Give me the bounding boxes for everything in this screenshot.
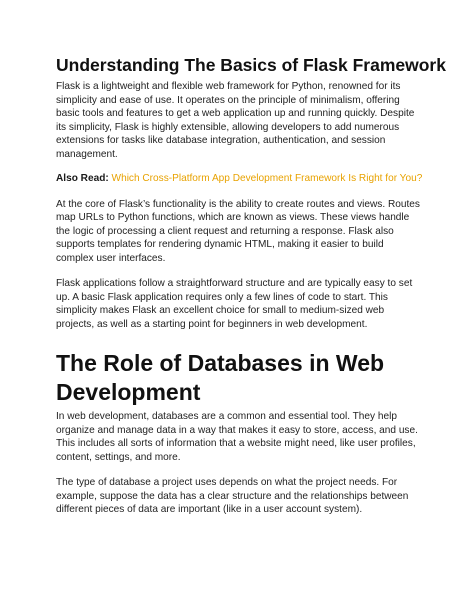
section-heading-databases: The Role of Databases in Web Development bbox=[56, 350, 385, 405]
section-heading-flask-basics: Understanding The Basics of Flask Framework bbox=[56, 55, 446, 75]
paragraph-flask-routes: At the core of Flask’s functionality is the ability to create routes and views. Routes map URLs to Python functions, which are known as views. These views handle the logic of processing a client request and returning a response. Flask also supports templates for rendering dynamic HTML, making it easier to build complex user interfaces. bbox=[56, 198, 420, 264]
paragraph-flask-structure: Flask applications follow a straightforward structure and are typically easy to set up. A basic Flask application requires only a few lines of code to start. This simplicity makes Flask an excellent choice for small to medium-sized web projects, as well as a starting point for beginners in web development. bbox=[56, 278, 413, 330]
also-read-link[interactable]: Which Cross-Platform App Development Framework Is Right for You? bbox=[111, 173, 423, 184]
paragraph-database-type: The type of database a project uses depends on what the project needs. For example, suppose the data has a clear structure and the relationships between different pieces of data are important (like in a user account system). bbox=[56, 477, 409, 515]
also-read-label: Also Read: bbox=[56, 173, 109, 184]
paragraph-flask-intro: Flask is a lightweight and flexible web framework for Python, renowned for its simplicity and ease of use. It operates on the principle of minimalism, offering basic tools and features to get a web application up and running quickly. Despite its simplicity, Flask is highly extensible, allowing developers to add numerous extensions for tasks like database integration, authentication, and session management. bbox=[56, 81, 415, 160]
also-read-line bbox=[56, 172, 424, 186]
document-page bbox=[56, 54, 446, 517]
paragraph-databases-intro: In web development, databases are a common and essential tool. They help organize and manage data in a way that makes it easy to store, access, and use. This includes all sorts of information that a website might need, like user profiles, content, settings, and more. bbox=[56, 411, 418, 463]
